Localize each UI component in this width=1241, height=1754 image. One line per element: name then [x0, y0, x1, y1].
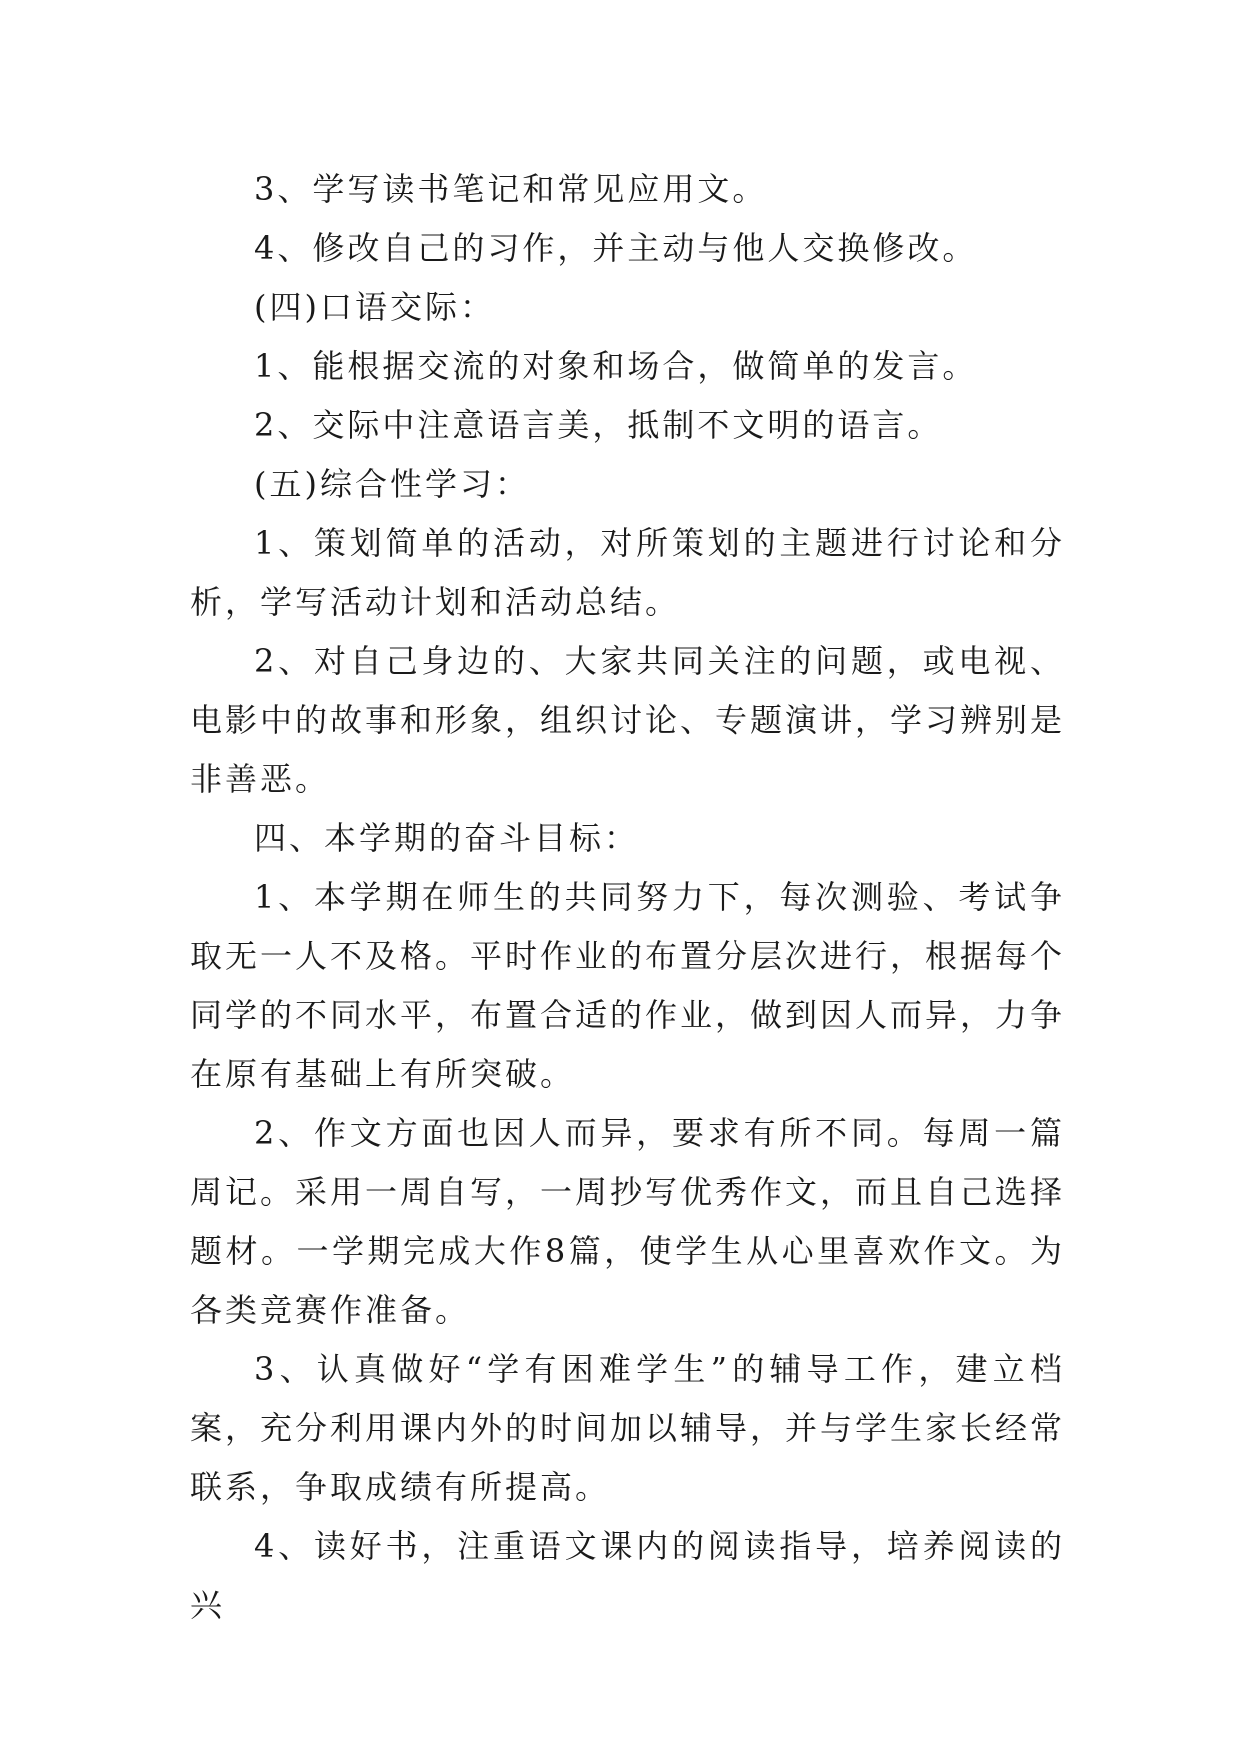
section-heading-oral-communication: (四)口语交际： [254, 288, 495, 326]
paragraph-goal-2: 2、作文方面也因人而异，要求有所不同。每周一篇周记。采用一周自写，一周抄写优秀作文，而且自己选择题材。一学期完成大作8篇，使学生从心里喜欢作文。为各类竞赛作准备。 [190, 1114, 1066, 1329]
paragraph-oral-2: 2、交际中注意语言美，抵制不文明的语言。 [254, 406, 943, 444]
paragraph-oral-1: 1、能根据交流的对象和场合，做简单的发言。 [254, 347, 978, 385]
paragraph-writing-4: 4、修改自己的习作，并主动与他人交换修改。 [254, 229, 978, 267]
paragraph-writing-3: 3、学写读书笔记和常见应用文。 [254, 170, 768, 208]
paragraph-goal-1: 1、本学期在师生的共同努力下，每次测验、考试争取无一人不及格。平时作业的布置分层次进行，根据每个同学的不同水平，布置合适的作业，做到因人而异，力争在原有基础上有所突破。 [190, 878, 1066, 1093]
document-body [190, 160, 1065, 1635]
section-heading-semester-goals: 四、本学期的奋斗目标： [254, 819, 640, 857]
paragraph-comprehensive-2: 2、对自己身边的、大家共同关注的问题，或电视、电影中的故事和形象，组织讨论、专题演讲，学习辨别是非善恶。 [190, 642, 1066, 798]
paragraph-goal-4: 4、读好书，注重语文课内的阅读指导，培养阅读的兴 [190, 1527, 1065, 1624]
section-heading-comprehensive-learning: (五)综合性学习： [254, 465, 530, 503]
paragraph-comprehensive-1: 1、策划简单的活动，对所策划的主题进行讨论和分析，学写活动计划和活动总结。 [190, 524, 1065, 621]
paragraph-goal-3: 3、认真做好“学有困难学生”的辅导工作，建立档案，充分利用课内外的时间加以辅导，并与学生家长经常联系，争取成绩有所提高。 [190, 1350, 1066, 1506]
